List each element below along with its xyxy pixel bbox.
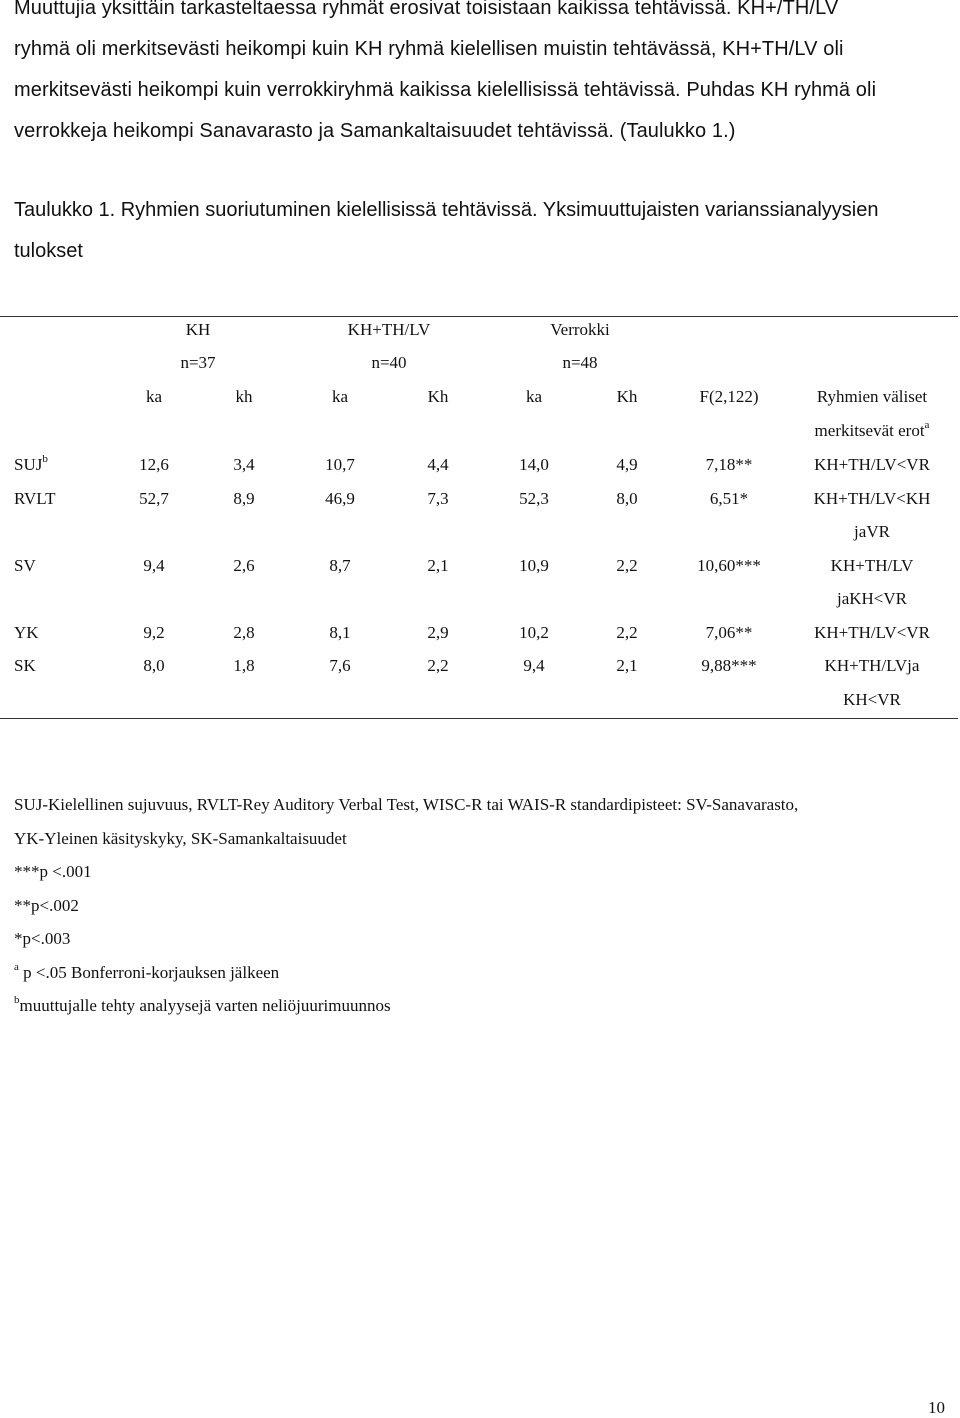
table-cell: 2,1 (427, 555, 449, 575)
column-header: Kh (427, 387, 449, 406)
intro-line-4: verrokkeja heikompi Sanavarasto ja Samankaltaisuudet tehtävissä. (Taulukko 1.) (14, 120, 736, 142)
table-cell: 1,8 (233, 656, 255, 675)
table-notes (14, 788, 798, 1023)
diff-header: Ryhmien väliset (816, 387, 928, 406)
table-cell: 8,0 (616, 488, 638, 508)
group-n: n=37 (180, 353, 216, 372)
column-header: F(2,122) (699, 387, 759, 406)
intro-line-1: Muuttujia yksittäin tarkasteltaessa ryhmät erosivat toisistaan kaikissa tehtävissä. KH+/TH/LV (14, 0, 839, 19)
table-caption (14, 190, 954, 272)
table-cell: 2,8 (233, 622, 255, 642)
table-bottom-rule (0, 718, 958, 719)
significance-note-2: **p<.002 (14, 895, 79, 915)
diff-header-text: merkitsevät erot (814, 420, 925, 440)
row-label (14, 489, 55, 509)
row-label-text: SUJ (14, 455, 43, 474)
column-header: ka (525, 387, 543, 406)
footnote-a-marker: a (14, 960, 19, 973)
group-header: Verrokki (550, 320, 610, 339)
row-label-sup: b (42, 453, 48, 466)
intro-paragraph (14, 0, 954, 152)
row-label (14, 656, 36, 676)
table-cell: 9,2 (143, 622, 165, 642)
table-cell: 4,9 (616, 455, 638, 474)
table-cell: 52,7 (139, 488, 169, 508)
page-number: 10 (928, 1398, 945, 1417)
footnote-b-text: muuttujalle tehty analyysejä varten neliöjuurimuunnos (19, 996, 391, 1015)
table-cell: 8,0 (143, 656, 165, 675)
table-cell: 2,1 (616, 656, 638, 675)
row-label-text: YK (14, 622, 39, 642)
bonferroni-note (14, 956, 798, 990)
diff-cell: KH+TH/LV<VR (814, 455, 930, 474)
caption-line-2: tulokset (14, 240, 83, 262)
diff-cell: KH<VR (843, 689, 901, 709)
table-cell: 3,4 (233, 455, 255, 474)
table-cell: 7,3 (427, 488, 449, 508)
table-cell: 2,6 (233, 555, 255, 575)
significance-note-3: *p<.003 (14, 929, 71, 948)
row-label (14, 455, 48, 475)
abbreviations-line-2: YK-Yleinen käsityskyky, SK-Samankaltaisuudet (14, 828, 347, 848)
table-cell: 10,9 (519, 555, 549, 575)
intro-line-2: ryhmä oli merkitsevästi heikompi kuin KH ryhmä kielellisen muistin tehtävässä, KH+TH/LV oli (14, 38, 844, 60)
diff-header-line-2 (814, 418, 930, 441)
table-cell: 8,7 (329, 555, 351, 575)
table-cell: 2,9 (427, 622, 449, 642)
table-cell: 52,3 (519, 488, 549, 508)
footnote-a-text: p <.05 Bonferroni-korjauksen jälkeen (18, 962, 280, 982)
table-top-rule (0, 316, 958, 317)
diff-cell: KH+TH/LV<KH (813, 488, 931, 508)
table-cell: 2,2 (616, 622, 638, 642)
diff-cell: KH+TH/LVja (824, 656, 920, 675)
table-cell: 10,7 (325, 455, 355, 474)
table-cell: 6,51* (709, 488, 749, 508)
transform-note (14, 989, 798, 1023)
table-cell: 7,6 (329, 656, 351, 675)
table-cell: 9,4 (143, 555, 165, 575)
significance-note-1: ***p <.001 (14, 862, 92, 881)
table-cell: 9,4 (523, 656, 545, 675)
diff-cell: KH+TH/LV (830, 555, 914, 575)
footnote-b-marker: b (14, 994, 20, 1007)
table-cell: 7,06** (705, 622, 753, 642)
row-label-text: RVLT (14, 488, 56, 508)
table-cell: 8,9 (233, 488, 255, 508)
table-cell: 9,88*** (701, 656, 757, 675)
table-cell: 10,2 (519, 622, 549, 642)
table-cell: 14,0 (519, 455, 549, 474)
table-cell: 4,4 (427, 455, 449, 474)
group-n: n=40 (371, 353, 407, 372)
column-header: Kh (616, 387, 638, 406)
abbreviations-line-1: SUJ-Kielellinen sujuvuus, RVLT-Rey Auditory Verbal Test, WISC-R tai WAIS-R standardipisteet: SV-Sanavarasto, (14, 795, 799, 814)
table-cell: 10,60*** (697, 555, 761, 575)
row-label (14, 623, 39, 643)
group-n: n=48 (562, 353, 598, 372)
row-label (14, 556, 36, 576)
column-header: ka (145, 387, 163, 406)
table-cell: 12,6 (139, 455, 169, 474)
row-label-text: SK (14, 656, 36, 675)
table-cell: 2,2 (616, 555, 638, 575)
group-header: KH+TH/LV (347, 320, 431, 339)
caption-line-1: Taulukko 1. Ryhmien suoriutuminen kielellisissä tehtävissä. Yksimuuttujaisten varianssianalyysien (14, 199, 879, 221)
diff-cell: jaKH<VR (836, 589, 908, 608)
diff-cell: jaVR (854, 522, 890, 541)
diff-cell: KH+TH/LV<VR (814, 622, 930, 642)
row-label-text: SV (14, 555, 36, 575)
column-header: ka (331, 387, 349, 406)
column-header: kh (235, 387, 253, 406)
intro-line-3: merkitsevästi heikompi kuin verrokkiryhmä kaikissa kielellisissä tehtävissä. Puhdas KH ryhmä oli (14, 79, 877, 101)
group-header: KH (185, 320, 211, 339)
table-cell: 46,9 (325, 488, 355, 508)
table-cell: 7,18** (705, 455, 753, 474)
diff-header-sup: a (924, 418, 930, 431)
table-cell: 8,1 (329, 622, 351, 642)
table-cell: 2,2 (427, 656, 449, 675)
